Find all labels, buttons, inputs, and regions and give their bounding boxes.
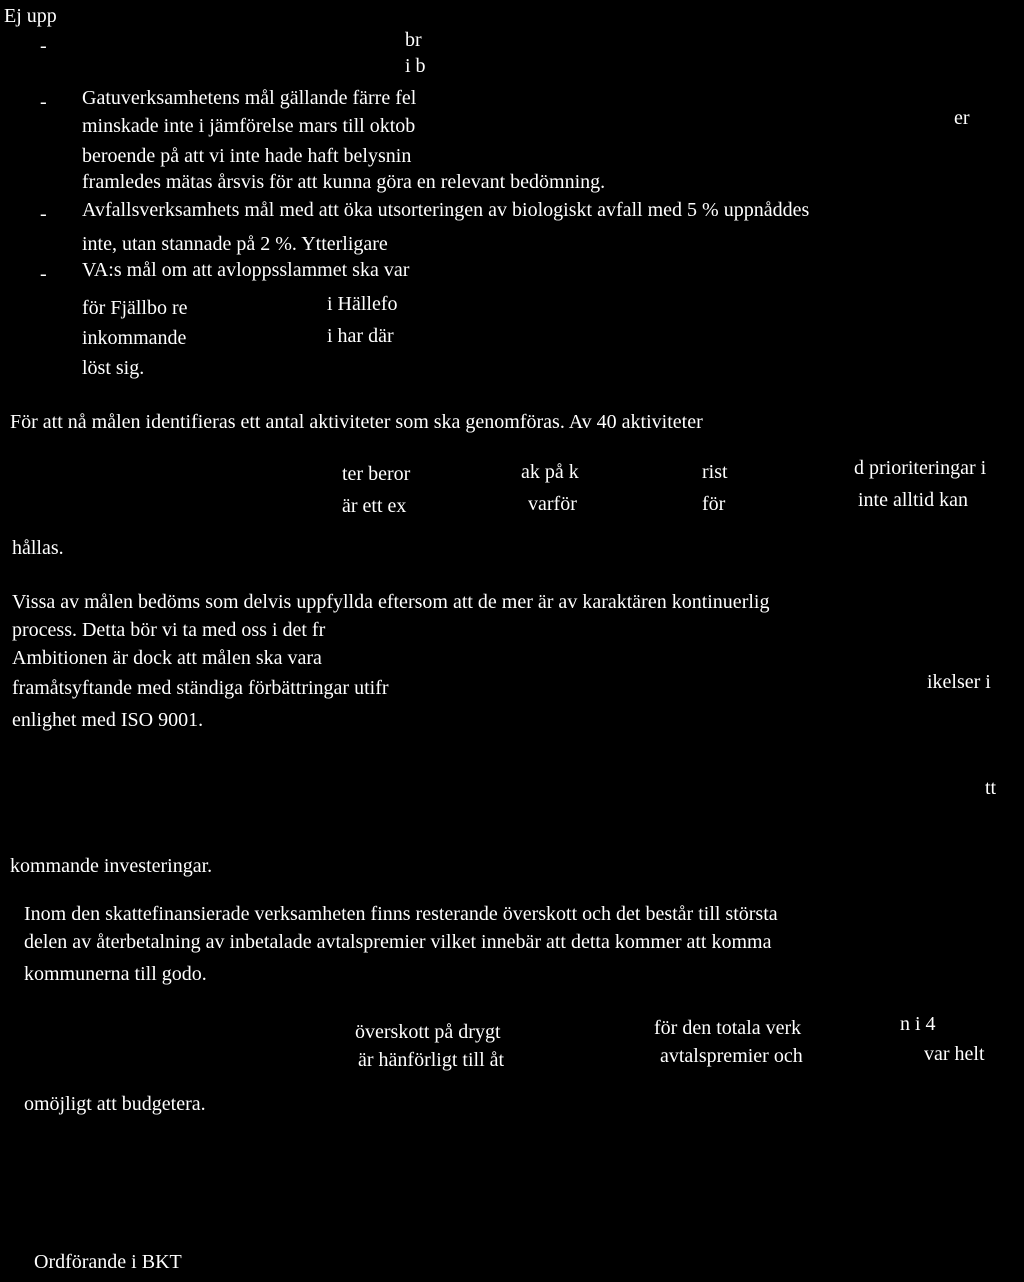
paragraph-line: delen av återbetalning av inbetalade avtalspremier vilket innebär att detta kommer att komma: [24, 931, 772, 953]
paragraph-line: framåtsyftande med ständiga förbättringar utifr: [12, 677, 389, 699]
text-fragment: i b: [405, 55, 426, 77]
text-line: kommande investeringar.: [10, 855, 213, 877]
text-line: inte, utan stannade på 2 %. Ytterligare: [82, 233, 388, 255]
text-fragment: rist: [702, 461, 728, 483]
text-fragment: är hänförligt till åt: [358, 1049, 505, 1071]
paragraph-line: kommunerna till godo.: [24, 963, 207, 985]
text-line: omöjligt att budgetera.: [24, 1093, 206, 1115]
text-fragment: för den totala verk: [654, 1017, 802, 1039]
text-fragment: er: [954, 107, 970, 129]
text-line: hållas.: [12, 537, 64, 559]
text-line: Avfallsverksamhets mål med att öka utsorteringen av biologiskt avfall med 5 % uppnåddes: [82, 199, 810, 221]
text-line: minskade inte i jämförelse mars till oktob: [82, 115, 416, 137]
paragraph-line: process. Detta bör vi ta med oss i det fr: [12, 619, 326, 641]
text-fragment: avtalspremier och: [660, 1045, 803, 1067]
bullet-dash: -: [40, 203, 47, 225]
bullet-dash: -: [40, 263, 47, 285]
text-fragment: var helt: [924, 1043, 985, 1065]
text-fragment: n i 4: [900, 1013, 936, 1035]
text-line: VA:s mål om att avloppsslammet ska var: [82, 259, 410, 281]
text-fragment: varför: [528, 493, 577, 515]
text-fragment: inte alltid kan: [858, 489, 968, 511]
text-line: framledes mätas årsvis för att kunna göra en relevant bedömning.: [82, 171, 606, 193]
text-fragment: d prioriteringar i: [854, 457, 987, 479]
paragraph-line: För att nå målen identifieras ett antal aktiviteter som ska genomföras. Av 40 aktiviteter: [10, 411, 703, 433]
paragraph-line: Ambitionen är dock att målen ska vara: [12, 647, 322, 669]
text-line: Gatuverksamhetens mål gällande färre fel: [82, 87, 417, 109]
text-line: inkommande: [82, 327, 187, 349]
paragraph-line: Vissa av målen bedöms som delvis uppfyllda eftersom att de mer är av karaktären kontinuerlig: [12, 591, 770, 613]
text-fragment: tt: [985, 777, 997, 799]
text-fragment: för: [702, 493, 726, 515]
text-fragment: är ett ex: [342, 495, 407, 517]
text-fragment: ikelser i: [927, 671, 991, 693]
text-line: löst sig.: [82, 357, 145, 379]
heading-ej-upp: Ej upp: [4, 5, 57, 27]
text-line: beroende på att vi inte hade haft belysnin: [82, 145, 412, 167]
bullet-dash: -: [40, 91, 47, 113]
text-fragment: br: [405, 29, 422, 51]
text-fragment: i har där: [327, 325, 394, 347]
text-fragment: ak på k: [521, 461, 579, 483]
text-fragment: ter beror: [342, 463, 411, 485]
bullet-dash: -: [40, 35, 47, 57]
paragraph-line: enlighet med ISO 9001.: [12, 709, 204, 731]
paragraph-line: Inom den skattefinansierade verksamheten finns resterande överskott och det består till största: [24, 903, 778, 925]
text-line: för Fjällbo re: [82, 297, 188, 319]
text-fragment: i Hällefo: [327, 293, 398, 315]
signature-title: Ordförande i BKT: [34, 1251, 182, 1273]
text-fragment: överskott på drygt: [355, 1021, 501, 1043]
